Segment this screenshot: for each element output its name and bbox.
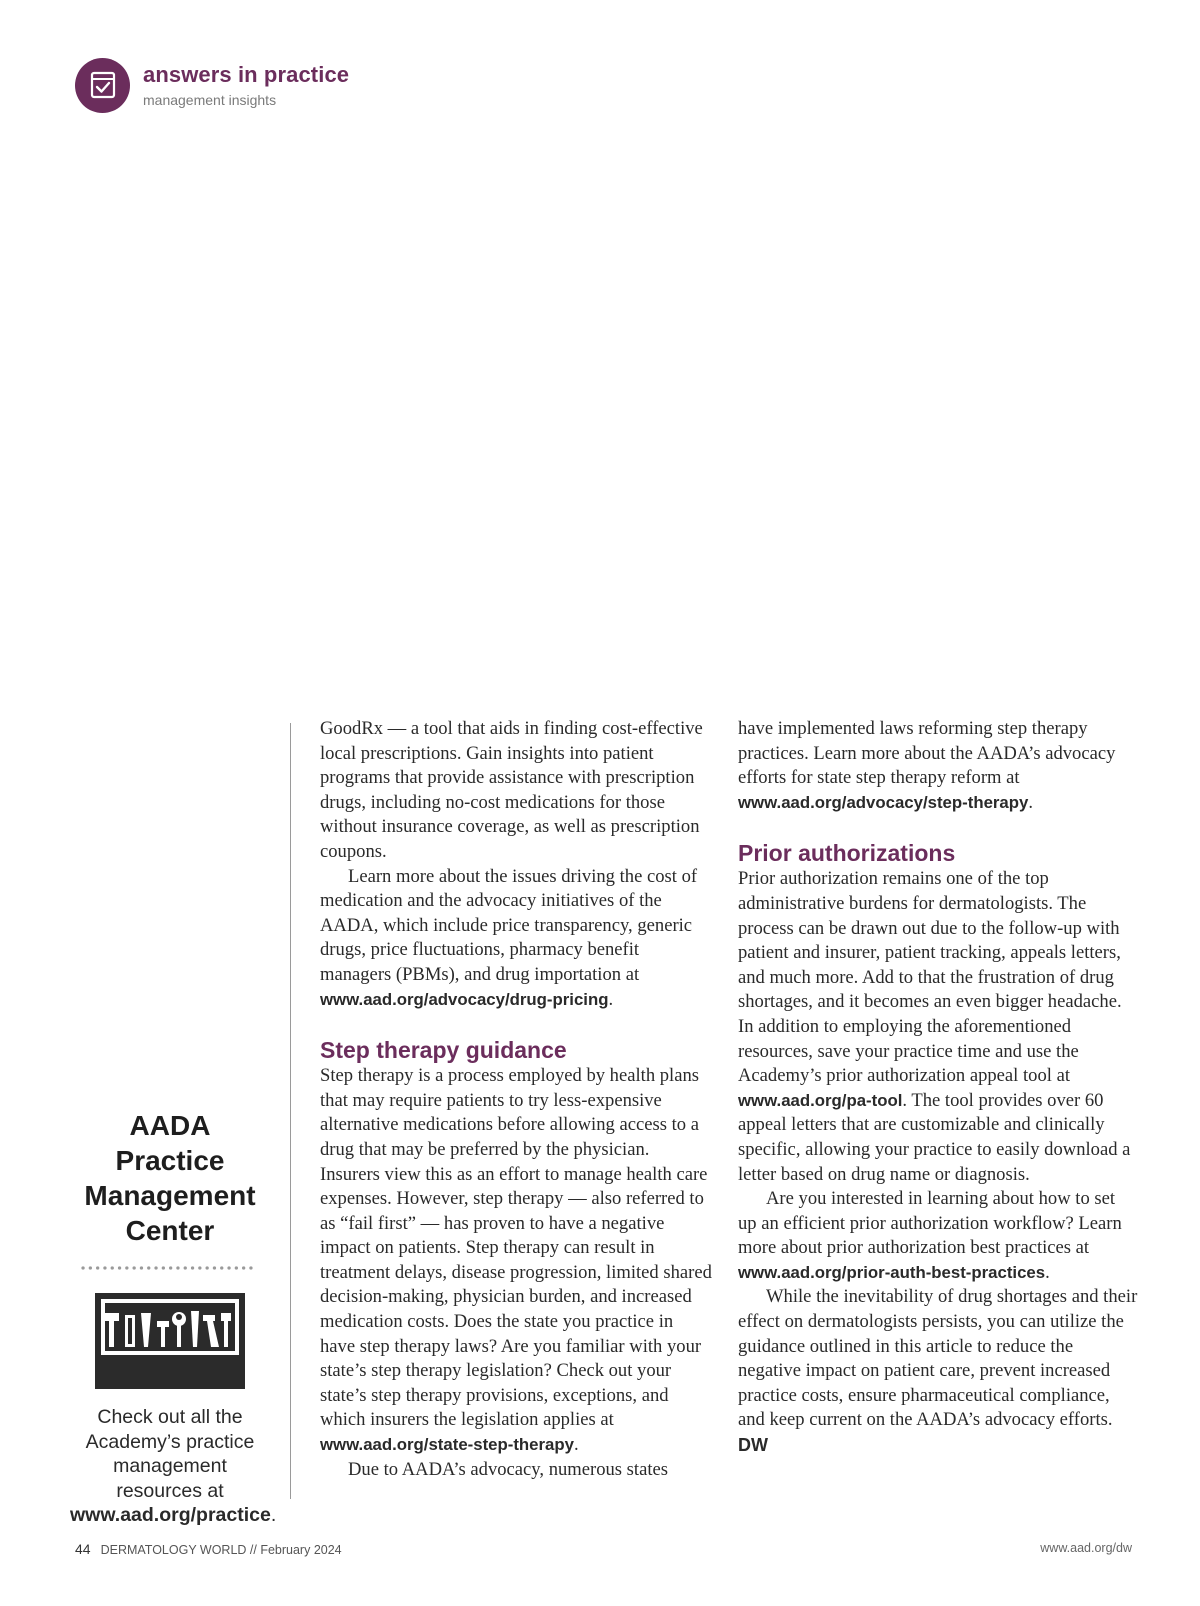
state-step-therapy-link[interactable]: www.aad.org/state-step-therapy	[320, 1435, 574, 1455]
paragraph-text: Step therapy is a process employed by health plans that may require patients to try less-expensive alternative medications before allowing access to a drug that may be preferred by the physician. Insurers view this as an effort to manage health care expenses. However, step therapy — also referred to as “fail first” — has proven to have a negative impact on patients. Step therapy can result in treatment delays, disease progression, limited shared decision-making, physician burden, and increased medication costs. Does the state you practice in have step therapy laws? Are you familiar with your state’s step therapy legislation? Check out your state’s step therapy provisions, exceptions, and which insurers the legislation applies at	[320, 1065, 712, 1431]
column-divider	[290, 723, 291, 1499]
paragraph	[738, 1285, 1138, 1458]
paragraph	[738, 1187, 1138, 1285]
sidebar-heading-line: Center	[125, 1215, 215, 1246]
step-therapy-advocacy-link[interactable]: www.aad.org/advocacy/step-therapy	[738, 792, 1029, 812]
paragraph	[320, 865, 712, 1013]
dotted-divider	[81, 1266, 259, 1270]
paragraph-end: . The tool provides over 60 appeal letters that are customizable and clinically specific, allowing your practice to easily download a letter based on drug name or diagnosis.	[738, 1089, 1131, 1185]
sidebar-blurb	[70, 1405, 277, 1528]
section-header	[75, 57, 349, 113]
paragraph-text: Prior authorization remains one of the top administrative burdens for dermatologists. The process can be drawn out due to the follow-up with patient and insurer, patient tracking, appeals letters, and much more. Add to that the frustration of drug shortages, and it becomes an even bigger headache. In addition to employing the aforementioned resources, save your practice time and use the Academy’s prior authorization appeal tool at	[738, 868, 1122, 1087]
sidebar-heading-line: AADA	[129, 1110, 211, 1141]
sidebar-heading-line: Management	[84, 1180, 256, 1211]
practice-link[interactable]: www.aad.org/practice	[70, 1504, 271, 1526]
paragraph: GoodRx — a tool that aids in finding cost-effective local prescriptions. Gain insights into patient programs that provide assistance with prescription drugs, including no-cost medications for those without insurance coverage, as well as prescription coupons.	[320, 718, 703, 862]
section-subtitle: management insights	[143, 91, 277, 108]
sidebar-callout	[70, 1108, 277, 1528]
paragraph-end: .	[608, 988, 614, 1010]
sidebar-blurb-end: .	[270, 1504, 277, 1526]
paragraph-end: .	[573, 1434, 579, 1456]
prior-auth-best-practices-link[interactable]: www.aad.org/prior-auth-best-practices	[738, 1262, 1046, 1282]
article-column-2	[738, 717, 1138, 1459]
pa-tool-link[interactable]: www.aad.org/pa-tool	[738, 1090, 903, 1110]
footer-url[interactable]: www.aad.org/dw	[1040, 1541, 1132, 1555]
prior-authorizations-heading: Prior authorizations	[738, 840, 956, 867]
toolbox-icon	[95, 1293, 245, 1389]
step-therapy-heading: Step therapy guidance	[320, 1037, 567, 1064]
paragraph	[738, 867, 1138, 1187]
paragraph-end: .	[1045, 1261, 1050, 1283]
paragraph-text: Are you interested in learning about how to set up an efficient prior authorization workflow? Learn more about prior authorization best practices at	[738, 1188, 1122, 1259]
paragraph: Due to AADA’s advocacy, numerous states	[348, 1458, 668, 1480]
sidebar-blurb-text: Check out all the Academy’s practice management resources at	[85, 1406, 255, 1502]
end-mark: DW	[738, 1435, 768, 1456]
publication-info: DERMATOLOGY WORLD // February 2024	[100, 1543, 342, 1557]
paragraph-text: While the inevitability of drug shortages and their effect on dermatologists persists, you can utilize the guidance outlined in this article to reduce the negative impact on patient care, prevent increased practice costs, ensure pharmaceutical compliance, and keep current on the AADA’s advocacy efforts.	[738, 1286, 1138, 1431]
paragraph-end: .	[1028, 791, 1034, 813]
paragraph	[320, 1064, 712, 1458]
section-title: answers in practice	[143, 61, 350, 87]
drug-pricing-link[interactable]: www.aad.org/advocacy/drug-pricing	[320, 989, 609, 1009]
page-footer	[75, 1541, 342, 1557]
sidebar-heading-line: Practice	[115, 1145, 225, 1176]
sidebar-heading	[70, 1108, 270, 1248]
article-column-1	[320, 717, 712, 1482]
paragraph-text: have implemented laws reforming step therapy practices. Learn more about the AADA’s advocacy efforts for state step therapy reform at	[738, 718, 1116, 789]
page-number: 44	[75, 1541, 91, 1557]
checklist-icon	[75, 58, 130, 113]
paragraph	[738, 717, 1138, 815]
paragraph-text: Learn more about the issues driving the cost of medication and the advocacy initiatives of the AADA, which include price transparency, generic drugs, price fluctuations, pharmacy benefit managers (PBMs), and drug importation at	[320, 865, 698, 985]
